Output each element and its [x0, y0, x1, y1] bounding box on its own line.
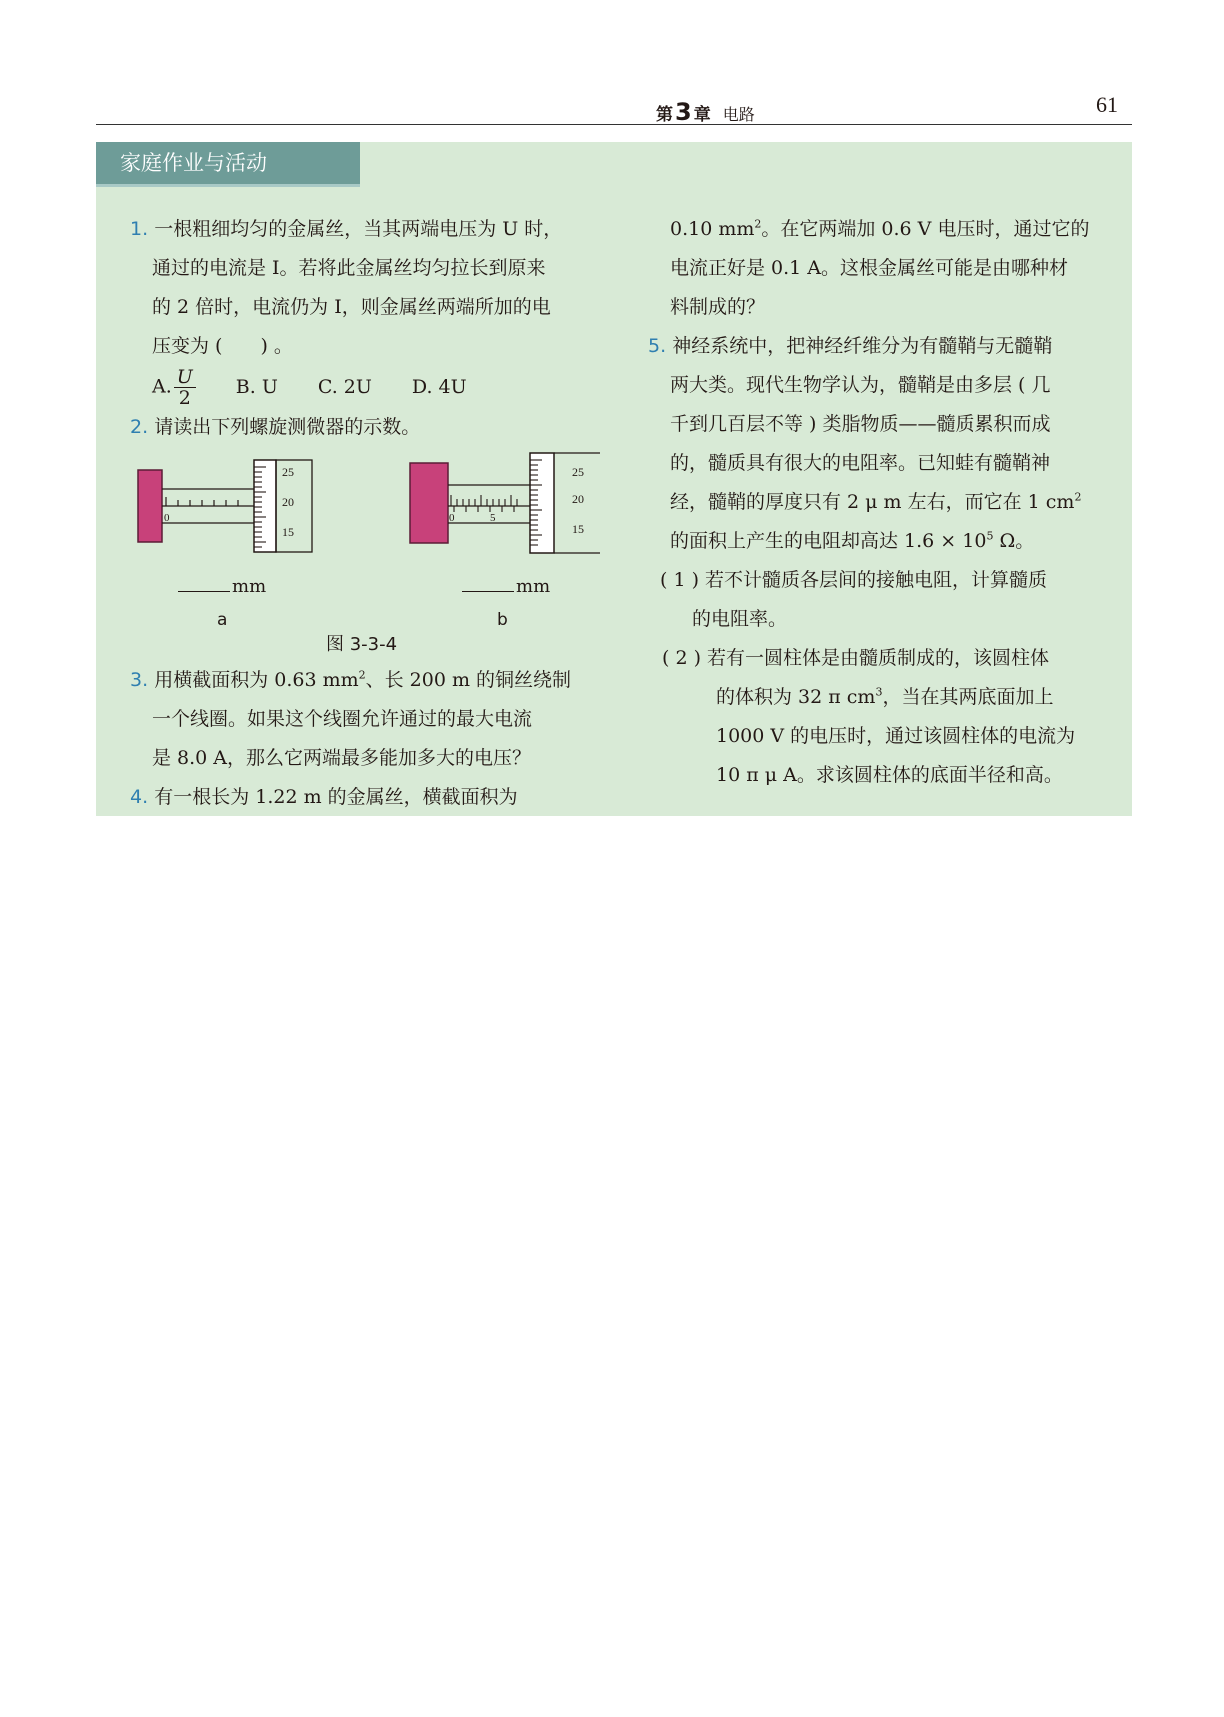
- q5-line-3: 千到几百层不等 ) 类脂物质——髓质累积而成: [670, 413, 1051, 435]
- micrometer-b-answer: [462, 576, 550, 597]
- q4-number: 4.: [130, 786, 149, 808]
- q5-text-5: 经，髓鞘的厚度只有 2 μ m 左右，而它在 1 cm: [670, 491, 1075, 513]
- q5-part2-text-2b: ，当在其两底面加上: [882, 686, 1054, 708]
- q4-text-1: 有一根长为 1.22 m 的金属丝，横截面积为: [154, 786, 518, 808]
- q1-options: [130, 366, 600, 408]
- chapter-prefix: 第: [656, 105, 673, 125]
- q2-text: 请读出下列螺旋测微器的示数。: [154, 416, 421, 438]
- micrometer-a-zero: 0: [164, 512, 170, 524]
- micrometer-b-label: b: [497, 610, 508, 630]
- unit-label: mm: [516, 576, 551, 597]
- chapter-number: 3: [675, 98, 692, 126]
- q5-line-5: [648, 483, 1118, 522]
- chapter-suffix: 章: [693, 105, 711, 125]
- left-column-lower: [130, 661, 600, 817]
- q2-line: [130, 408, 600, 447]
- q1-line-4: 压变为 ( ) 。: [152, 335, 293, 357]
- q1-option-b: B. U: [235, 375, 278, 398]
- q5-number: 5.: [648, 335, 667, 357]
- micrometer-b-thimble: [530, 453, 554, 553]
- q4-cont-line-1: [648, 210, 1118, 249]
- q4-cont-line-3: 料制成的？: [670, 296, 766, 318]
- section-title: 家庭作业与活动: [96, 142, 360, 184]
- micrometer-a-tick-20: 20: [282, 495, 294, 509]
- q1-line-2: 通过的电流是 I。若将此金属丝均匀拉长到原来: [152, 257, 546, 279]
- micrometer-a-answer: [178, 576, 266, 597]
- micrometer-a-anvil: [138, 470, 162, 542]
- answer-blank: [178, 591, 230, 592]
- q5-line-4: 的，髓质具有很大的电阻率。已知蛙有髓鞘神: [670, 452, 1051, 474]
- q5-text-6a: 的面积上产生的电阻却高达 1.6 × 10: [670, 530, 987, 552]
- micrometer-a-scale-ticks: [166, 497, 238, 506]
- left-column: [130, 210, 600, 447]
- q1-text-1: 一根粗细均匀的金属丝，当其两端电压为 U 时，: [154, 218, 563, 240]
- q5-part2-line-2: [648, 678, 1118, 717]
- q4-cont-text-1b: 。在它两端加 0.6 V 电压时，通过它的: [761, 218, 1090, 240]
- q5-part1-line-2: 的电阻率。: [692, 608, 788, 630]
- q3-number: 3.: [130, 669, 149, 691]
- q5-part2-line-1: ( 2 ) 若有一圆柱体是由髓质制成的，该圆柱体: [662, 647, 1050, 669]
- q3-line-2: 一个线圈。如果这个线圈允许通过的最大电流: [152, 708, 533, 730]
- q1-option-d: D. 4U: [411, 375, 467, 398]
- micrometer-a-thimble: [254, 460, 276, 552]
- page-header: [96, 88, 1132, 125]
- q4-cont-line-2: 电流正好是 0.1 A。这根金属丝可能是由哪种材: [670, 257, 1069, 279]
- q1-option-a-label: A.: [152, 375, 172, 397]
- micrometer-b-scale-ticks: [451, 495, 517, 512]
- q5-line-6: [648, 522, 1118, 561]
- micrometer-figure: [130, 445, 610, 565]
- micrometer-b-zero: 0: [449, 512, 455, 524]
- q3-text-1b: 、长 200 m 的铜丝绕制: [365, 669, 572, 691]
- q1-line-1: [130, 210, 600, 249]
- superscript: 2: [358, 668, 366, 682]
- q5-part2-line-3: 1000 V 的电压时，通过该圆柱体的电流为: [716, 725, 1076, 747]
- q5-line-1: [648, 327, 1118, 366]
- q2-number: 2.: [130, 416, 149, 438]
- chapter-heading: [656, 98, 755, 126]
- micrometer-a: [138, 460, 312, 552]
- fraction-denominator: 2: [178, 386, 191, 409]
- q4-line-1: [130, 778, 600, 817]
- superscript: 3: [875, 685, 883, 699]
- fraction-numerator: U: [174, 367, 196, 388]
- unit-label: mm: [232, 576, 267, 597]
- superscript: 2: [1074, 490, 1082, 504]
- figure-caption: 图 3-3-4: [326, 634, 398, 655]
- q3-text-1a: 用横截面积为 0.63 mm: [154, 669, 359, 691]
- q5-line-2: 两大类。现代生物学认为，髓鞘是由多层 ( 几: [670, 374, 1051, 396]
- q1-option-a-fraction: [174, 367, 196, 408]
- chapter-title: 电路: [722, 105, 755, 124]
- q1-number: 1.: [130, 218, 149, 240]
- micrometer-b-five: 5: [490, 512, 496, 524]
- q1-line-3: 的 2 倍时，电流仍为 I，则金属丝两端所加的电: [152, 296, 551, 318]
- micrometer-b-anvil: [410, 463, 448, 543]
- micrometer-b-tick-20: 20: [572, 492, 584, 506]
- q3-line-1: [130, 661, 600, 700]
- micrometer-b-tick-15: 15: [572, 522, 584, 536]
- q5-text-1: 神经系统中，把神经纤维分为有髓鞘与无髓鞘: [672, 335, 1053, 357]
- q1-option-a: [152, 367, 196, 408]
- page-number: 61: [1096, 92, 1118, 117]
- section-title-rule: [96, 184, 360, 187]
- micrometer-b-tick-25: 25: [572, 465, 584, 479]
- micrometer-a-tick-15: 15: [282, 525, 294, 539]
- superscript: 5: [986, 529, 994, 543]
- superscript: 2: [754, 217, 762, 231]
- q5-part1-line-1: ( 1 ) 若不计髓质各层间的接触电阻，计算髓质: [660, 569, 1048, 591]
- q4-cont-text-1a: 0.10 mm: [670, 218, 755, 240]
- q1-option-c: C. 2U: [317, 375, 372, 398]
- q5-part2-line-4: 10 π μ A。求该圆柱体的底面半径和高。: [716, 764, 1063, 786]
- answer-blank: [462, 591, 514, 592]
- micrometer-a-tick-25: 25: [282, 465, 294, 479]
- micrometer-a-label: a: [217, 610, 228, 630]
- right-column: [648, 210, 1118, 795]
- q3-line-3: 是 8.0 A，那么它两端最多能加多大的电压？: [152, 747, 532, 769]
- micrometer-b: [410, 453, 600, 553]
- q5-text-6b: Ω。: [993, 530, 1035, 552]
- q5-part2-text-2a: 的体积为 32 π cm: [716, 686, 876, 708]
